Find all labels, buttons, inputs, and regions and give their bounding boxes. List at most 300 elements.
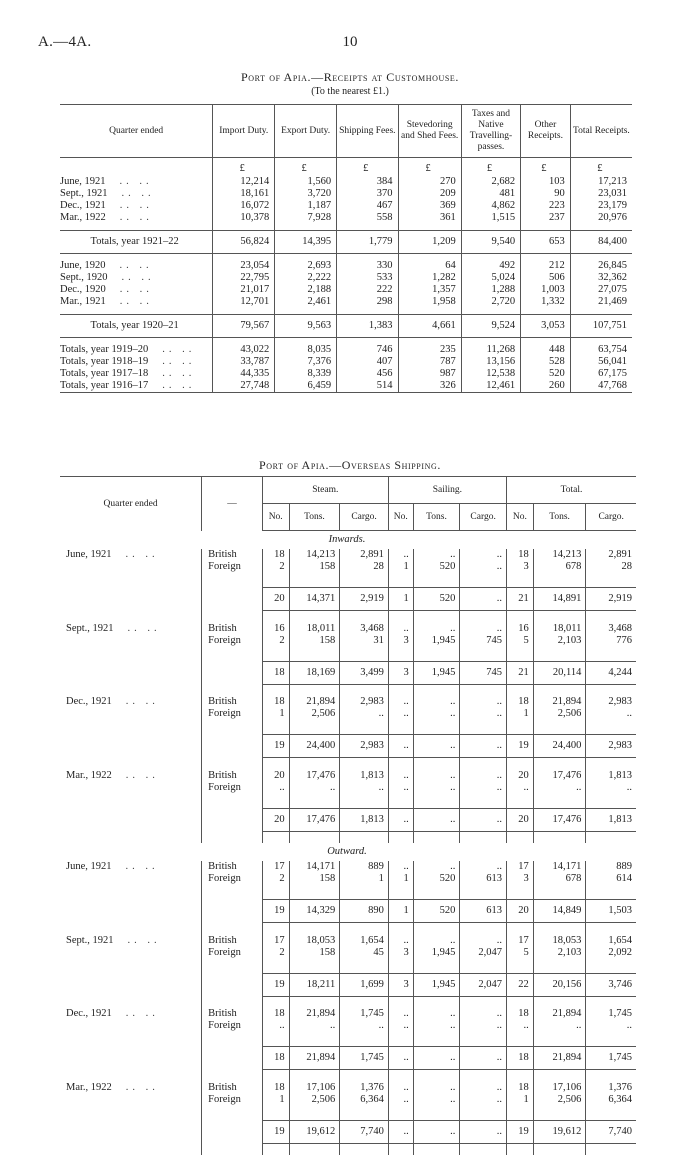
spacer-cell [289, 1070, 340, 1082]
spacer-cell [60, 885, 202, 900]
cell-value: 212 [521, 260, 571, 272]
sum-value: 17,476 [533, 808, 586, 831]
spacer-row [60, 959, 636, 974]
spacer-cell [262, 959, 289, 974]
col-header-total: Total. [506, 477, 636, 504]
spacer-cell [262, 996, 289, 1008]
spacer-cell [340, 720, 389, 735]
row-label: Dec., 1921 .. .. [60, 200, 153, 211]
table-row [60, 296, 632, 308]
sum-value: 1,813 [340, 808, 389, 831]
spacer-cell [413, 831, 460, 843]
sum-value: 14,371 [289, 588, 340, 611]
cell-value: .. [460, 782, 507, 794]
sum-value: .. [460, 735, 507, 758]
spacer-cell [586, 831, 636, 843]
cell-value: 6,459 [275, 380, 337, 393]
cell-value: 3 [506, 873, 533, 885]
cell-value: 2,720 [461, 296, 520, 308]
spacer-cell [388, 885, 413, 900]
cell-value: 2,506 [533, 708, 586, 720]
quarter-label [60, 861, 202, 873]
row-label: Totals, year 1921–22 [60, 231, 213, 254]
spacer-cell [340, 885, 389, 900]
table-row [60, 176, 632, 188]
cell-value: 1,003 [521, 284, 571, 296]
spacer-cell [506, 1143, 533, 1155]
cell-value: .. [289, 782, 340, 794]
spacer-cell [533, 885, 586, 900]
cell-value: .. [289, 1020, 340, 1032]
table-row [60, 935, 636, 947]
cell-value: .. [460, 623, 507, 635]
spacer-cell [60, 808, 202, 831]
sum-value: 520 [413, 588, 460, 611]
spacer-row [60, 831, 636, 843]
category-label: Foreign [202, 635, 263, 647]
cell-value: 17 [262, 935, 289, 947]
cell-value: 84,400 [570, 231, 632, 254]
sum-value: 20 [506, 808, 533, 831]
spacer-cell [60, 782, 202, 794]
cell-value: 2,188 [275, 284, 337, 296]
cell-value: 23,054 [213, 260, 275, 272]
sum-value: 3 [388, 973, 413, 996]
cell-value: .. [460, 708, 507, 720]
cell-value: 5,024 [461, 272, 520, 284]
category-label: British [202, 623, 263, 635]
quarter-text: Sept., 1921 [66, 934, 114, 946]
total-row [60, 315, 632, 338]
col-header-total-cargo: Cargo. [586, 504, 636, 531]
cell-value: 2,506 [289, 708, 340, 720]
spacer-cell [586, 684, 636, 696]
col-header-sailing: Sailing. [388, 477, 506, 504]
sum-value: 18 [262, 661, 289, 684]
cell-value: 369 [398, 200, 461, 212]
spacer-cell [388, 1106, 413, 1121]
spacer-row [60, 647, 636, 662]
cell-value: .. [262, 782, 289, 794]
spacer-cell [262, 720, 289, 735]
cell-value: 1,332 [521, 296, 571, 308]
cell-value: .. [388, 1020, 413, 1032]
unit-label: £ [461, 158, 520, 177]
spacer-cell [413, 885, 460, 900]
col-header-quarter: Quarter ended [60, 477, 202, 531]
cell-value: 7,928 [275, 212, 337, 224]
spacer-row [60, 611, 636, 623]
page-reference: A.—4A. [38, 34, 92, 50]
cell-value: 28 [586, 561, 636, 573]
spacer-cell [202, 720, 263, 735]
category-label: British [202, 549, 263, 561]
cell-value: 1,376 [340, 1082, 389, 1094]
cell-value: 1,357 [398, 284, 461, 296]
cell-value: .. [460, 696, 507, 708]
cell-value: 32,362 [570, 272, 632, 284]
spacer-cell [460, 611, 507, 623]
cell-value: .. [413, 1094, 460, 1106]
spacer-cell [340, 684, 389, 696]
sum-value: 24,400 [289, 735, 340, 758]
cell-value: 44,335 [213, 368, 275, 380]
col-header-sailing-no: No. [388, 504, 413, 531]
leader-dots: .. .. [119, 176, 153, 187]
spacer-cell [202, 1143, 263, 1155]
cell-value: .. [460, 1082, 507, 1094]
spacer-cell [586, 1106, 636, 1121]
receipts-title: Port of Apia.—Receipts at Customhouse. [241, 70, 459, 84]
sum-value: 613 [460, 900, 507, 923]
col-header-total-no: No. [506, 504, 533, 531]
sum-value: .. [388, 1120, 413, 1143]
spacer-cell [340, 758, 389, 770]
cell-value: 18,011 [289, 623, 340, 635]
cell-value: 13,156 [461, 356, 520, 368]
spacer-cell [388, 1143, 413, 1155]
spacer-cell [586, 1143, 636, 1155]
spacer-cell [413, 1032, 460, 1047]
spacer-row [60, 996, 636, 1008]
cell-value: 21,894 [289, 696, 340, 708]
cell-value: 1 [388, 561, 413, 573]
spacer-cell [533, 720, 586, 735]
cell-value: 746 [337, 344, 398, 356]
spacer-cell [413, 611, 460, 623]
cell-value: 520 [413, 873, 460, 885]
cell-value: .. [460, 861, 507, 873]
cell-value: 18,161 [213, 188, 275, 200]
spacer-cell [506, 959, 533, 974]
leader-dots: .. .. [119, 284, 153, 295]
cell-value: 16,072 [213, 200, 275, 212]
spacer-cell [533, 923, 586, 935]
col-header-taxes: Taxes and Native Travelling-passes. [461, 105, 520, 158]
spacer-cell [460, 794, 507, 809]
quarter-label [60, 549, 202, 561]
cell-value: 260 [521, 380, 571, 393]
col-header-shipping: Shipping Fees. [337, 105, 398, 158]
col-header-steam-no: No. [262, 504, 289, 531]
spacer-cell [388, 959, 413, 974]
cell-value: .. [460, 770, 507, 782]
spacer-cell [506, 758, 533, 770]
col-header-dash: — [202, 477, 263, 531]
quarter-text: Sept., 1921 [66, 622, 114, 634]
table-row [60, 708, 636, 720]
cell-value: 209 [398, 188, 461, 200]
spacer-cell [60, 735, 202, 758]
cell-value: 1 [506, 708, 533, 720]
leader-dots: .. .. [125, 1081, 159, 1093]
cell-value: 653 [521, 231, 571, 254]
quarter-text: Mar., 1922 [66, 1081, 112, 1093]
section-row [60, 843, 636, 861]
cell-value: 1 [506, 1094, 533, 1106]
spacer-cell [340, 647, 389, 662]
cell-value: 2 [262, 873, 289, 885]
cell-value: 56,824 [213, 231, 275, 254]
table-row [60, 549, 636, 561]
cell-value: 17 [506, 861, 533, 873]
cell-value: .. [388, 1008, 413, 1020]
table-row [60, 782, 636, 794]
table-row [60, 1020, 636, 1032]
cell-value: 1,560 [275, 176, 337, 188]
cell-value: 889 [340, 861, 389, 873]
unit-label: £ [521, 158, 571, 177]
cell-value: 384 [337, 176, 398, 188]
cell-value: .. [460, 935, 507, 947]
sum-row [60, 900, 636, 923]
row-label: June, 1921 .. .. [60, 176, 153, 187]
spacer-cell [289, 720, 340, 735]
cell-value: 14,213 [289, 549, 340, 561]
spacer-cell [506, 885, 533, 900]
spacer-cell [60, 573, 202, 588]
table-row [60, 1094, 636, 1106]
unit-label: £ [337, 158, 398, 177]
spacer-cell [60, 900, 202, 923]
spacer-cell [506, 1070, 533, 1082]
spacer-cell [533, 647, 586, 662]
cell-value: 520 [521, 368, 571, 380]
sum-row [60, 735, 636, 758]
sum-value: .. [413, 808, 460, 831]
shipping-title: Port of Apia.—Overseas Shipping. [259, 458, 441, 472]
spacer-cell [202, 647, 263, 662]
sum-value: 745 [460, 661, 507, 684]
leader-dots: .. .. [119, 296, 153, 307]
cell-value: 17,106 [289, 1082, 340, 1094]
cell-value: 2,461 [275, 296, 337, 308]
spacer-row [60, 720, 636, 735]
spacer-cell [202, 611, 263, 623]
sum-value: 7,740 [586, 1120, 636, 1143]
row-label: Sept., 1921 .. .. [60, 188, 155, 199]
cell-value: 158 [289, 873, 340, 885]
cell-value: 1,779 [337, 231, 398, 254]
table-row [60, 344, 632, 356]
cell-value: 330 [337, 260, 398, 272]
cell-value: 158 [289, 561, 340, 573]
cell-value: 17 [506, 935, 533, 947]
category-label: British [202, 861, 263, 873]
spacer-cell [388, 573, 413, 588]
cell-value: 4,862 [461, 200, 520, 212]
cell-value: 5 [506, 947, 533, 959]
cell-value: 1,515 [461, 212, 520, 224]
sum-value: 21,894 [289, 1047, 340, 1070]
cell-value: 63,754 [570, 344, 632, 356]
spacer-cell [60, 661, 202, 684]
cell-value: 7,376 [275, 356, 337, 368]
sum-value: 7,740 [340, 1120, 389, 1143]
spacer-cell [586, 1070, 636, 1082]
cell-value: 33,787 [213, 356, 275, 368]
cell-value: 1,958 [398, 296, 461, 308]
leader-dots: .. .. [125, 1008, 159, 1019]
cell-value: 2,891 [586, 549, 636, 561]
table-row [60, 368, 632, 380]
category-label: Foreign [202, 782, 263, 794]
page-number: 10 [342, 34, 358, 50]
spacer-cell [202, 885, 263, 900]
cell-value: 8,339 [275, 368, 337, 380]
category-label: Foreign [202, 708, 263, 720]
cell-value: 270 [398, 176, 461, 188]
spacer-cell [506, 923, 533, 935]
sum-value: 1 [388, 900, 413, 923]
unit-label: £ [213, 158, 275, 177]
cell-value: 222 [337, 284, 398, 296]
unit-row [60, 158, 632, 177]
cell-value: .. [413, 549, 460, 561]
sum-value: .. [460, 1120, 507, 1143]
cell-value: 1,282 [398, 272, 461, 284]
spacer-cell [60, 1020, 202, 1032]
spacer-cell [262, 611, 289, 623]
spacer-row [60, 1070, 636, 1082]
spacer-cell [60, 611, 202, 623]
cell-value: .. [586, 782, 636, 794]
spacer-cell [388, 794, 413, 809]
quarter-text: June, 1921 [66, 861, 112, 872]
cell-value: 614 [586, 873, 636, 885]
category-label: British [202, 1082, 263, 1094]
cell-value: 26,845 [570, 260, 632, 272]
spacer-cell [533, 1032, 586, 1047]
quarter-text: June, 1921 [66, 549, 112, 560]
section-title: Inwards. [328, 534, 366, 545]
section-title: Outward. [327, 846, 367, 857]
spacer-cell [202, 831, 263, 843]
spacer-cell [533, 1143, 586, 1155]
cell-value: 6,364 [340, 1094, 389, 1106]
cell-value: 28 [340, 561, 389, 573]
spacer-cell [60, 1094, 202, 1106]
cell-value: 12,538 [461, 368, 520, 380]
sum-value: 2,047 [460, 973, 507, 996]
spacer-cell [506, 647, 533, 662]
table-row [60, 188, 632, 200]
spacer-cell [533, 1070, 586, 1082]
spacer-cell [202, 735, 263, 758]
cell-value: 2,682 [461, 176, 520, 188]
spacer-cell [60, 1070, 202, 1082]
leader-dots: .. .. [125, 549, 159, 560]
cell-value: 326 [398, 380, 461, 393]
spacer-cell [388, 611, 413, 623]
spacer-cell [202, 959, 263, 974]
spacer-cell [60, 1106, 202, 1121]
sum-value: .. [460, 1047, 507, 1070]
spacer-cell [60, 959, 202, 974]
cell-value: 27,075 [570, 284, 632, 296]
cell-value: 16 [506, 623, 533, 635]
sum-value: 1 [388, 588, 413, 611]
cell-value: 1,654 [340, 935, 389, 947]
sum-value: .. [460, 588, 507, 611]
spacer-cell [289, 684, 340, 696]
spacer-cell [202, 588, 263, 611]
leader-dots: .. .. [119, 212, 153, 223]
cell-value: 17 [262, 861, 289, 873]
cell-value: 1,945 [413, 635, 460, 647]
cell-value: 158 [289, 635, 340, 647]
cell-value: 1,376 [586, 1082, 636, 1094]
cell-value: .. [388, 696, 413, 708]
spacer-cell [60, 561, 202, 573]
receipts-subtitle: (To the nearest £1.) [311, 86, 389, 97]
cell-value: 2 [262, 947, 289, 959]
table-row [60, 260, 632, 272]
cell-value: 12,461 [461, 380, 520, 393]
spacer-row [60, 1032, 636, 1047]
spacer-cell [202, 794, 263, 809]
cell-value: .. [506, 782, 533, 794]
table-row [60, 284, 632, 296]
spacer-cell [533, 794, 586, 809]
cell-value: .. [413, 1008, 460, 1020]
cell-value: 103 [521, 176, 571, 188]
spacer-cell [262, 573, 289, 588]
sum-value: 19 [262, 973, 289, 996]
sum-value: 21 [506, 588, 533, 611]
table-row [60, 1082, 636, 1094]
col-header-total-tons: Tons. [533, 504, 586, 531]
spacer-cell [262, 794, 289, 809]
sum-value: 18 [506, 1047, 533, 1070]
leader-dots: .. .. [162, 344, 196, 355]
leader-dots: .. .. [119, 200, 153, 211]
spacer-row [60, 573, 636, 588]
cell-value: 456 [337, 368, 398, 380]
spacer-cell [460, 996, 507, 1008]
cell-value: 237 [521, 212, 571, 224]
cell-value: 467 [337, 200, 398, 212]
cell-value: 1 [388, 873, 413, 885]
sum-value: 4,244 [586, 661, 636, 684]
cell-value: 481 [461, 188, 520, 200]
cell-value: .. [460, 1094, 507, 1106]
row-label: Mar., 1922 .. .. [60, 212, 153, 223]
cell-value: .. [388, 782, 413, 794]
cell-value: 514 [337, 380, 398, 393]
sum-value: 2,983 [340, 735, 389, 758]
spacer-cell [586, 885, 636, 900]
sum-value: 17,476 [289, 808, 340, 831]
spacer-cell [460, 1106, 507, 1121]
spacer-cell [262, 1143, 289, 1155]
spacer-cell [262, 1070, 289, 1082]
cell-value: 20 [506, 770, 533, 782]
sum-value: 18 [262, 1047, 289, 1070]
spacer-cell [506, 1106, 533, 1121]
quarter-label [60, 1008, 202, 1020]
cell-value: .. [506, 1020, 533, 1032]
cell-value: 448 [521, 344, 571, 356]
sum-row [60, 588, 636, 611]
spacer-cell [202, 808, 263, 831]
cell-value: 492 [461, 260, 520, 272]
row-label: Totals, year 1917–18 .. .. [60, 368, 196, 379]
cell-value: 9,540 [461, 231, 520, 254]
cell-value: 2 [262, 635, 289, 647]
sum-value: .. [388, 808, 413, 831]
cell-value: .. [533, 1020, 586, 1032]
